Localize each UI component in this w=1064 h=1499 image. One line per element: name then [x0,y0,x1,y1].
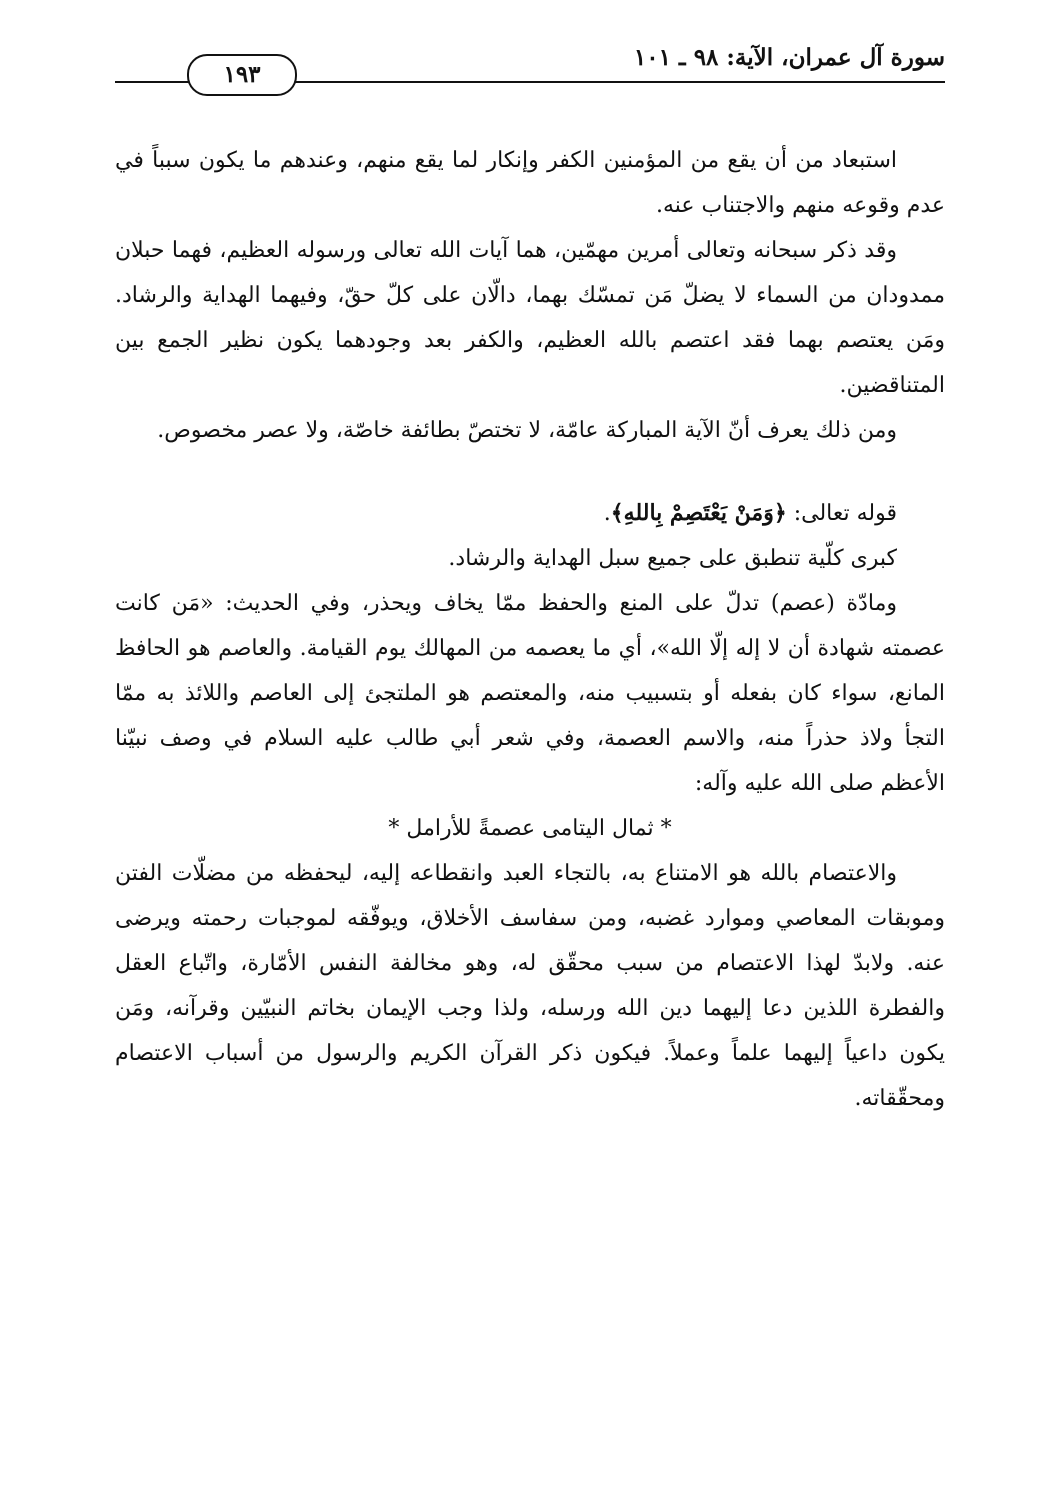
paragraph-2: وقد ذكر سبحانه وتعالى أمرين مهمّين، هما آيات الله تعالى ورسوله العظيم، فهما حبلان ممدودان من السماء لا يضلّ مَن تمسّك بهما، دالّان على كلّ حقّ، وفيهما الهداية والرشاد. ومَن يعتصم بهما فقد اعتصم بالله العظيم، والكفر بعد وجودهما يكون نظير الجمع بين المتناقضين. [115,238,945,398]
quran-verse: ﴿وَمَنْ يَعْتَصِمْ بِاللهِ﴾ [610,500,787,526]
page-header [115,44,945,94]
verse-intro: قوله تعالى: [786,501,897,526]
paragraph-1: استبعاد من أن يقع من المؤمنين الكفر وإنكار لما يقع منهم، وعندهم ما يكون سبباً في عدم وقوعه منهم والاجتناب عنه. [115,148,945,218]
paragraph-8: والاعتصام بالله هو الامتناع به، بالتجاء العبد وانقطاعه إليه، ليحفظه من مضلّات الفتن وموبقات المعاصي وموارد غضبه، ومن سفاسف الأخلاق، ويوفّقه لموجبات رحمته ويرضى عنه. ولابدّ لهذا الاعتصام من سبب محقّق له، وهو مخالفة النفس الأمّارة، واتّباع العقل والفطرة اللذين دعا إليهما دين الله ورسله، ولذا وجب الإيمان بخاتم النبيّين وقرآنه، ومَن يكون داعياً إليهما علماً وعملاً. فيكون ذكر القرآن الكريم والرسول من أسباب الاعتصام ومحقّقاته. [115,861,945,1111]
running-title: سورة آل عمران، الآية: ٩٨ ـ ١٠١ [633,44,945,71]
main-text [115,138,945,1121]
paragraph-5: كبرى كلّية تنطبق على جميع سبل الهداية والرشاد. [448,546,897,571]
paragraph-6: ومادّة (عصم) تدلّ على المنع والحفظ ممّا يخاف ويحذر، وفي الحديث: «مَن كانت عصمته شهادة أن لا إله إلّا الله»، أي ما يعصمه من المهالك يوم القيامة. والعاصم هو الحافظ المانع، سواء كان بفعله أو بتسبيب منه، والمعتصم هو الملتجئ إلى العاصم واللائذ به ممّا التجأ ولاذ حذراً منه، والاسم العصمة، وفي شعر أبي طالب عليه السلام في وصف نبيّنا الأعظم صلى الله عليه وآله: [115,591,945,796]
verse-heading [115,491,945,536]
verse-end: . [603,501,611,526]
poetry-line: * ثمال اليتامى عصمةً للأرامل * [388,816,672,841]
page-number: ١٩٣ [187,54,297,96]
paragraph-3: ومن ذلك يعرف أنّ الآية المباركة عامّة، لا تختصّ بطائفة خاصّة، ولا عصر مخصوص. [157,418,897,443]
